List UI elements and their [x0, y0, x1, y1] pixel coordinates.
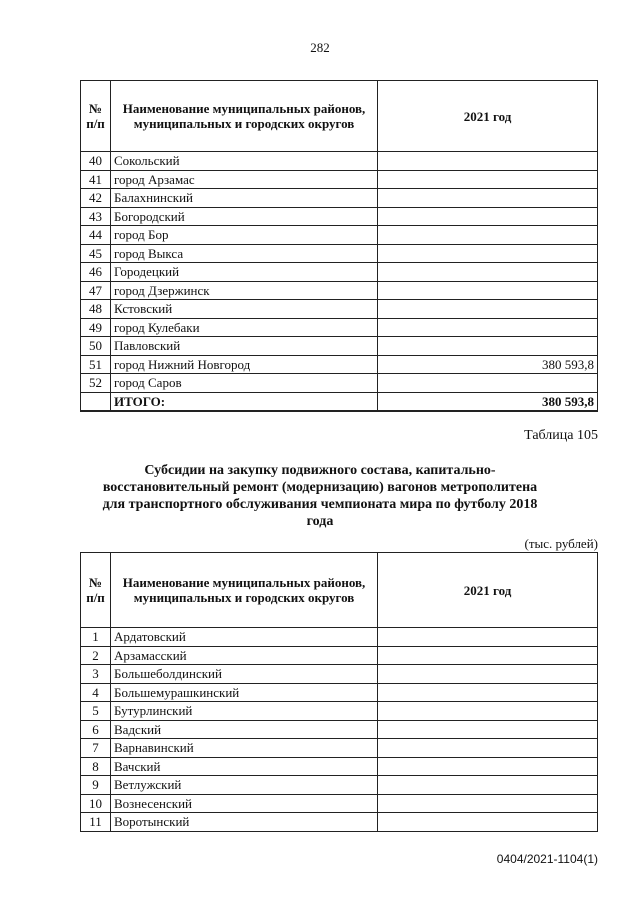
row-name: город Дзержинск [111, 281, 378, 300]
row-num: 49 [81, 318, 111, 337]
table-row [81, 189, 598, 208]
header-name: Наименование муниципальных районов, муниципальных и городских округов [111, 553, 378, 628]
row-num: 45 [81, 244, 111, 263]
units-label: (тыс. рублей) [524, 536, 598, 551]
table-row [81, 683, 598, 702]
row-num: 4 [81, 683, 111, 702]
subsidy-table-continued [80, 80, 598, 412]
table-row [81, 152, 598, 171]
row-value [378, 794, 598, 813]
table-body [81, 628, 598, 832]
table-row [81, 207, 598, 226]
row-name: город Нижний Новгород [111, 355, 378, 374]
row-value [378, 152, 598, 171]
metro-subsidy-table [80, 552, 598, 832]
table-row [81, 318, 598, 337]
row-num: 5 [81, 702, 111, 721]
table-row [81, 226, 598, 245]
row-name: Арзамасский [111, 646, 378, 665]
row-name: город Кулебаки [111, 318, 378, 337]
row-name: город Выкса [111, 244, 378, 263]
row-num: 8 [81, 757, 111, 776]
row-num: 46 [81, 263, 111, 282]
row-num: 48 [81, 300, 111, 319]
table-row [81, 720, 598, 739]
row-value [378, 665, 598, 684]
row-value [378, 207, 598, 226]
table-row [81, 702, 598, 721]
row-num: 9 [81, 776, 111, 795]
row-name: Городецкий [111, 263, 378, 282]
table-header-row [81, 553, 598, 628]
row-num: 42 [81, 189, 111, 208]
table-row [81, 300, 598, 319]
row-name: Воротынский [111, 813, 378, 832]
row-name: город Саров [111, 374, 378, 393]
row-name: Ветлужский [111, 776, 378, 795]
row-name: Павловский [111, 337, 378, 356]
row-value [378, 281, 598, 300]
table-row [81, 794, 598, 813]
row-value [378, 683, 598, 702]
table-row [81, 628, 598, 647]
table-row [81, 170, 598, 189]
row-value [378, 776, 598, 795]
table-row [81, 739, 598, 758]
row-value [378, 702, 598, 721]
total-value: 380 593,8 [378, 392, 598, 411]
table-title: Субсидии на закупку подвижного состава, капитально-восстановительный ремонт (модернизацию) вагонов метрополитена для транспортного обслуживания чемпионата мира по футболу 2018 года [102, 463, 538, 529]
row-value [378, 189, 598, 208]
row-name: Богородский [111, 207, 378, 226]
table-row [81, 281, 598, 300]
row-num: 43 [81, 207, 111, 226]
table-row [81, 776, 598, 795]
row-name: Большеболдинский [111, 665, 378, 684]
row-value [378, 757, 598, 776]
header-num: № п/п [81, 553, 111, 628]
page-number: 282 [310, 40, 330, 55]
row-num: 10 [81, 794, 111, 813]
row-value [378, 646, 598, 665]
row-value [378, 226, 598, 245]
table-header-row [81, 81, 598, 152]
table-row [81, 337, 598, 356]
row-value [378, 337, 598, 356]
row-num: 50 [81, 337, 111, 356]
header-year: 2021 год [378, 81, 598, 152]
row-name: город Арзамас [111, 170, 378, 189]
table-row [81, 813, 598, 832]
header-year: 2021 год [378, 553, 598, 628]
row-name: Балахнинский [111, 189, 378, 208]
row-num: 47 [81, 281, 111, 300]
row-value [378, 263, 598, 282]
row-name: Вадский [111, 720, 378, 739]
table-label: Таблица 105 [524, 428, 598, 443]
total-row [81, 392, 598, 411]
row-name: Вачский [111, 757, 378, 776]
row-value [378, 300, 598, 319]
document-code: 0404/2021-1104(1) [496, 852, 598, 866]
total-label: ИТОГО: [111, 392, 378, 411]
row-num: 1 [81, 628, 111, 647]
row-name: Кстовский [111, 300, 378, 319]
row-name: Варнавинский [111, 739, 378, 758]
total-num [81, 392, 111, 411]
row-name: Ардатовский [111, 628, 378, 647]
table-body [81, 152, 598, 412]
row-name: Бутурлинский [111, 702, 378, 721]
table-row [81, 244, 598, 263]
row-value [378, 628, 598, 647]
row-name: Большемурашкинский [111, 683, 378, 702]
row-num: 41 [81, 170, 111, 189]
row-num: 52 [81, 374, 111, 393]
row-value [378, 170, 598, 189]
row-num: 7 [81, 739, 111, 758]
row-num: 11 [81, 813, 111, 832]
row-value [378, 739, 598, 758]
row-value [378, 813, 598, 832]
row-num: 2 [81, 646, 111, 665]
row-value [378, 318, 598, 337]
row-name: Сокольский [111, 152, 378, 171]
row-num: 40 [81, 152, 111, 171]
row-value [378, 374, 598, 393]
row-value [378, 720, 598, 739]
table-row [81, 374, 598, 393]
row-num: 51 [81, 355, 111, 374]
table-row [81, 665, 598, 684]
table-row [81, 757, 598, 776]
header-num: № п/п [81, 81, 111, 152]
row-name: город Бор [111, 226, 378, 245]
row-value: 380 593,8 [378, 355, 598, 374]
row-name: Вознесенский [111, 794, 378, 813]
header-name: Наименование муниципальных районов, муниципальных и городских округов [111, 81, 378, 152]
row-value [378, 244, 598, 263]
row-num: 3 [81, 665, 111, 684]
table-row [81, 646, 598, 665]
table-row [81, 355, 598, 374]
row-num: 44 [81, 226, 111, 245]
table-row [81, 263, 598, 282]
row-num: 6 [81, 720, 111, 739]
